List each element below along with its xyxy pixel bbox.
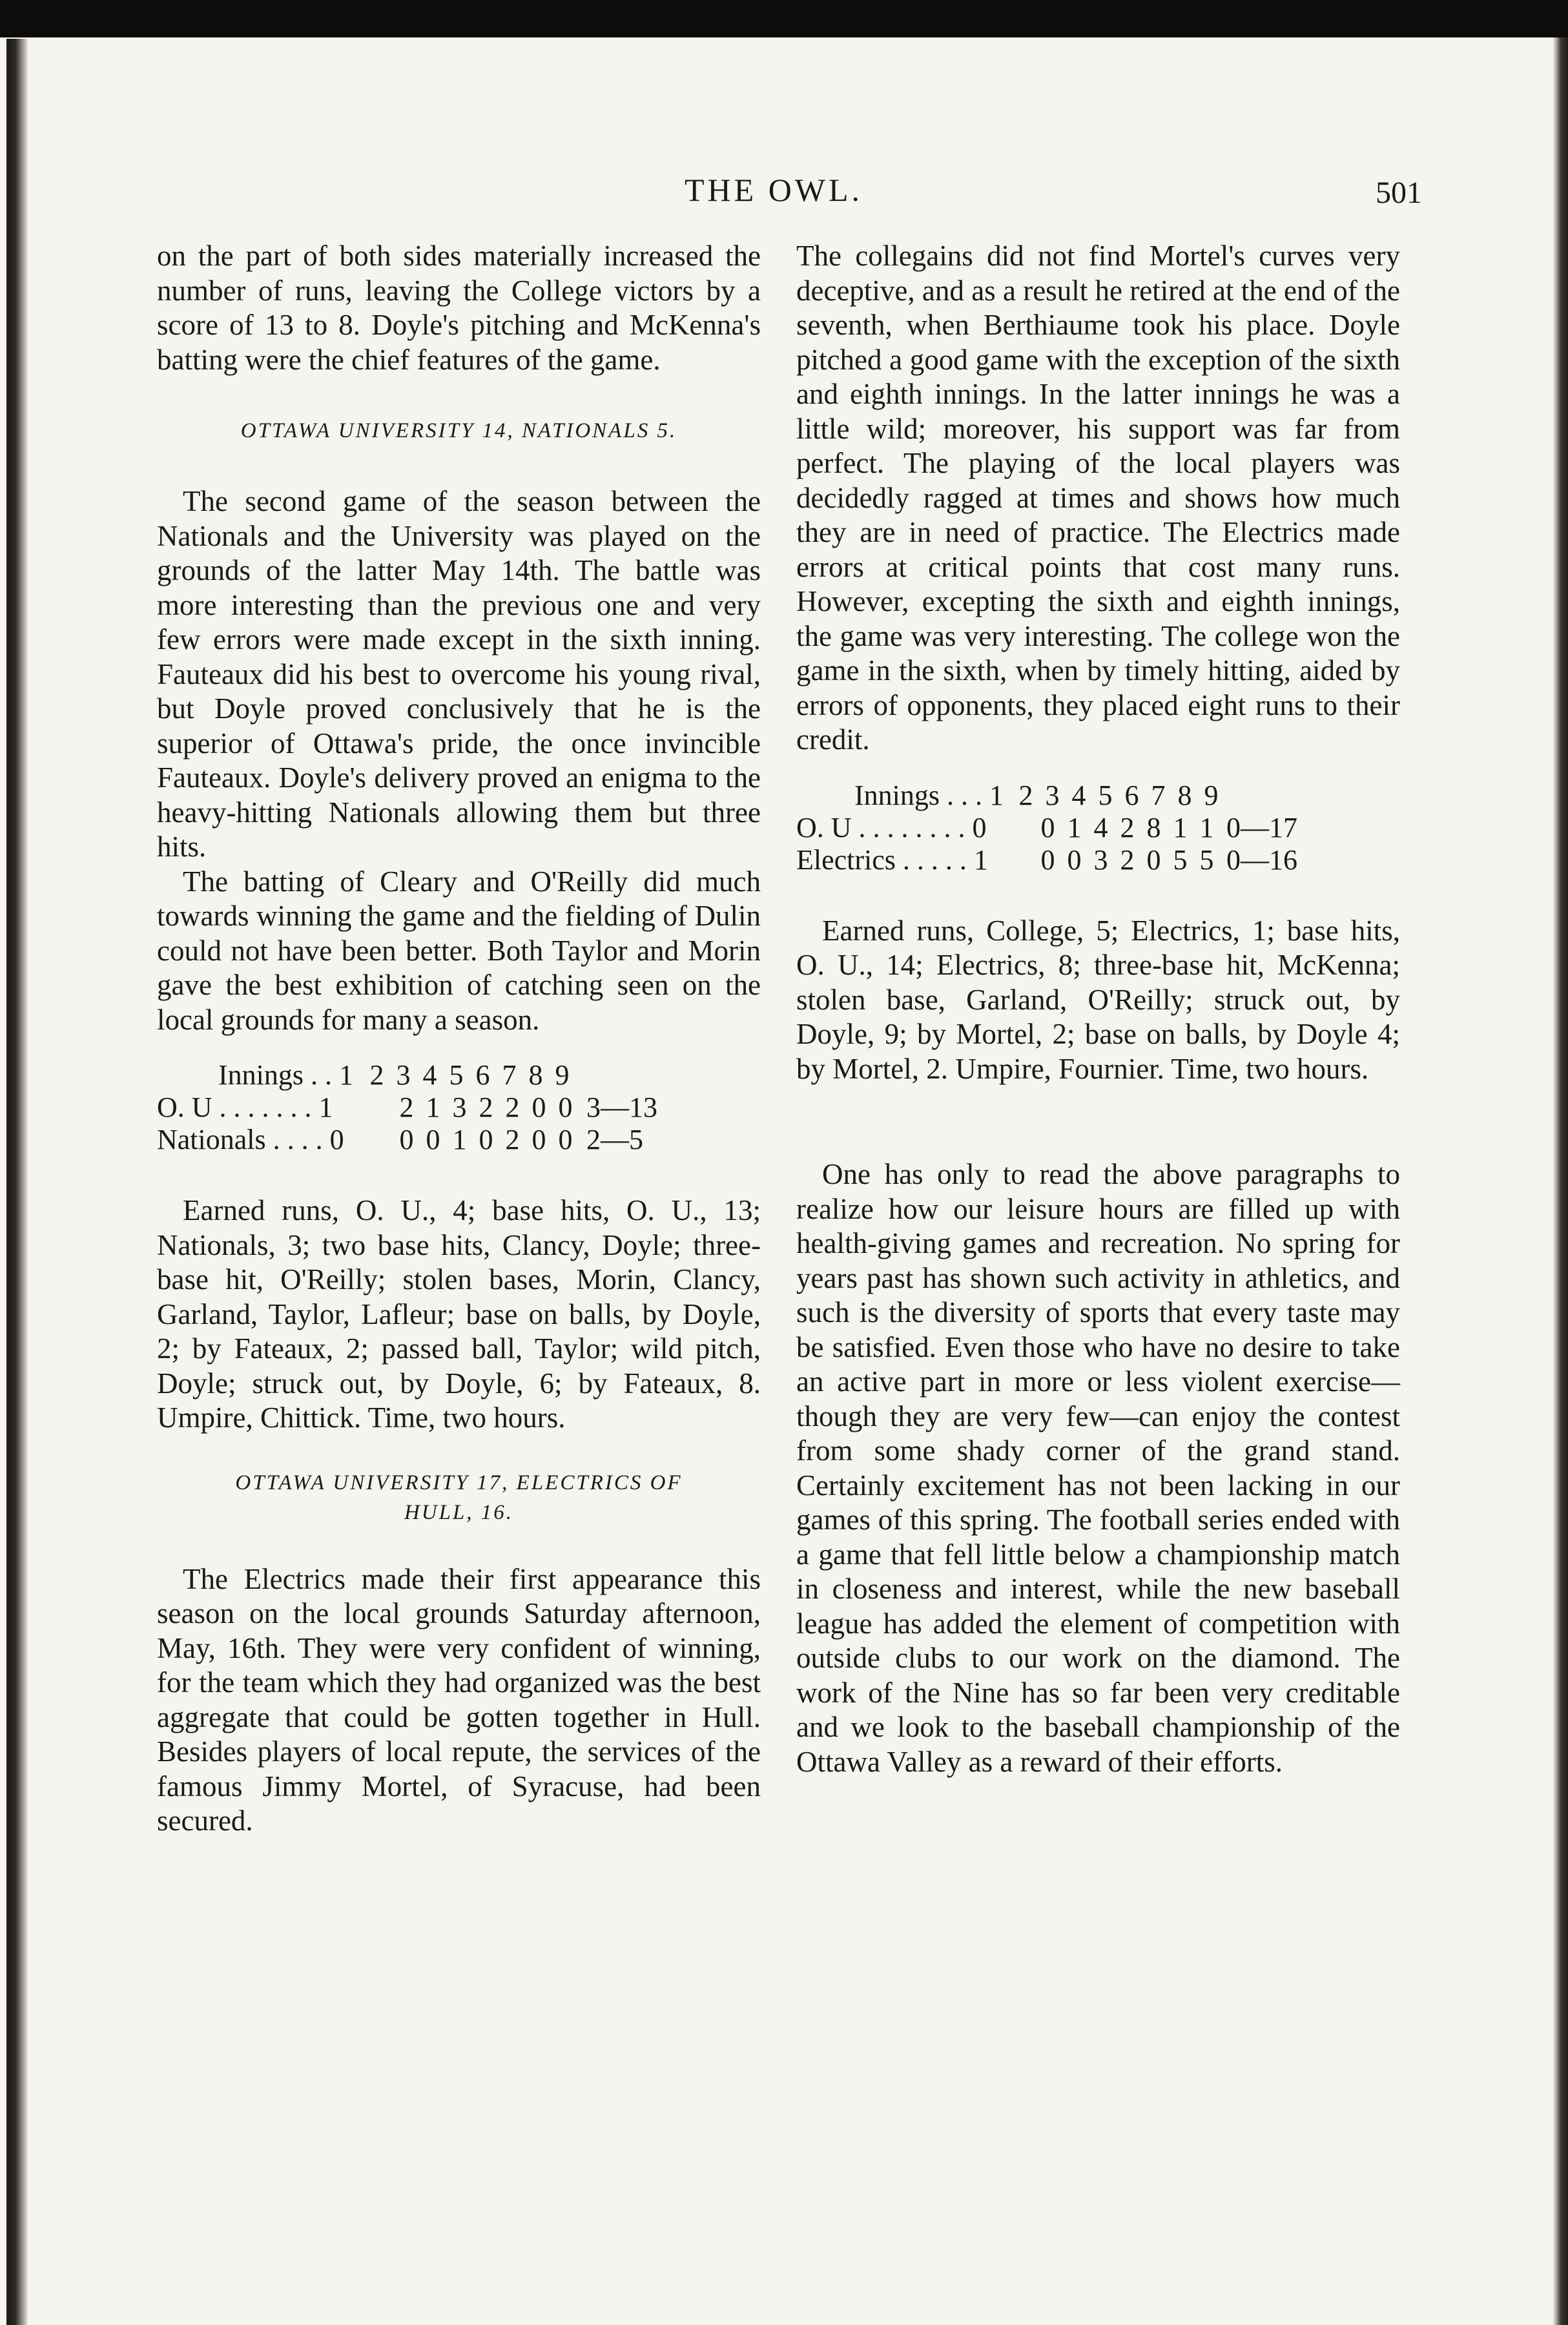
team-label: O. U . . . . . . . . 0 xyxy=(796,811,987,843)
score-row-electrics xyxy=(796,844,1400,876)
score-row-ottawa xyxy=(796,812,1400,844)
inning-runs-final-and-total: 3—13 xyxy=(586,1091,657,1123)
inning-runs: 1 xyxy=(1067,811,1082,843)
right-column xyxy=(796,239,1400,1779)
inning-number: 7 xyxy=(502,1059,517,1091)
inning-runs: 0 xyxy=(479,1124,493,1155)
inning-runs: 2 xyxy=(1120,811,1135,843)
inning-number: 2 xyxy=(369,1059,384,1091)
inning-runs: 0 xyxy=(1040,843,1055,876)
inning-runs: 8 xyxy=(1146,811,1161,843)
inning-runs: 2 xyxy=(1120,843,1135,876)
score-header-label: Innings . . . 1 xyxy=(854,779,1004,811)
score-row-nationals xyxy=(157,1124,761,1156)
inning-runs: 3 xyxy=(1093,843,1108,876)
inning-runs: 0 xyxy=(531,1091,546,1123)
inning-number: 4 xyxy=(1071,779,1086,811)
inning-runs: 0 xyxy=(558,1091,573,1123)
inning-runs: 0 xyxy=(1067,843,1082,876)
section-heading-electrics xyxy=(157,1468,761,1527)
team-label: Nationals . . . . 0 xyxy=(157,1124,344,1155)
score-table-electrics xyxy=(796,779,1400,876)
inning-number: 8 xyxy=(528,1059,543,1091)
inning-number: 7 xyxy=(1151,779,1166,811)
inning-runs: 3 xyxy=(452,1091,467,1123)
paragraph-game3-intro: The Electrics made their first appearance this season on the local grounds Saturday afternoon, May, 16th. They were very confident of winning, for the team which they had organized was the best aggregate that could be gotten together in Hull. Besides players of local repute, the services of the famous Jimmy Mortel, of Syracuse, had been secured. xyxy=(157,1562,761,1837)
inning-number: 4 xyxy=(422,1059,437,1091)
score-row-ottawa xyxy=(157,1091,761,1124)
score-header-row xyxy=(854,780,1400,812)
inning-runs: 2 xyxy=(505,1124,520,1155)
inning-runs: 0 xyxy=(1146,843,1161,876)
paragraph-game3-report: The collegains did not find Mortel's curves very deceptive, and as a result he retired at the end of the seventh, when Berthiaume took his place. Doyle pitched a good game with the exception of the sixth and eighth innings. In the latter innings he was a little wild; moreover, his support was far from perfect. The playing of the local players was decidedly ragged at times and shows how much they are in need of practice. The Electrics made errors at critical points that cost many runs. However, excepting the sixth and eighth innings, the game was very interesting. The college won the game in the sixth, when by timely hitting, aided by errors of opponents, they placed eight runs to their credit. xyxy=(796,240,1400,756)
running-title: THE OWL. xyxy=(685,172,863,208)
inning-runs: 0 xyxy=(1040,811,1055,843)
inning-number: 9 xyxy=(1204,779,1219,811)
paragraph-game1-conclusion: on the part of both sides materially increased the number of runs, leaving the College victors by a score of 13 to 8. Doyle's pitching and McKenna's batting were the chief features of the game. xyxy=(157,240,761,376)
page-header xyxy=(0,171,1568,216)
scan-top-border xyxy=(0,0,1568,37)
scan-left-border xyxy=(6,39,28,2325)
scan-right-border xyxy=(1553,37,1568,2325)
inning-runs-final-and-total: 0—16 xyxy=(1226,843,1297,876)
inning-number: 5 xyxy=(1098,779,1113,811)
paragraph-game2-fielding: The batting of Cleary and O'Reilly did much towards winning the game and the fielding of Dulin could not have been better. Both Taylor and Morin gave the best exhibition of catching seen on the local grounds for many a season. xyxy=(157,865,761,1036)
inning-runs: 0 xyxy=(426,1124,440,1155)
inning-number: 3 xyxy=(1045,779,1060,811)
left-column xyxy=(157,239,761,1839)
paragraph-game2-report: The second game of the season between the Nationals and the University was played on the grounds of the latter May 14th. The battle was more interesting than the previous one and very few errors were made except in the sixth inning. Fauteaux did his best to overcome his young rival, but Doyle proved conclusively that he is the superior of Ottawa's pride, the once invincible Fauteaux. Doyle's delivery proved an enigma to the heavy-hitting Nationals allowing them but three hits. xyxy=(157,485,761,863)
section-heading-nationals: OTTAWA UNIVERSITY 14, NATIONALS 5. xyxy=(240,419,677,442)
paragraph-closing-remarks: One has only to read the above paragraphs to realize how our leisure hours are filled up with health-giving games and recreation. No spring for years past has shown such activity in athletics, and such is the diversity of sports that every taste may be satisfied. Even those who have no desire to take an active part in more or less violent exercise—though they are very few—can enjoy the contest from some shady corner of the grand stand. Certainly excitement has not been lacking in our games of this spring. The football series ended with a game that fell little below a championship match in closeness and interest, while the new baseball league has added the element of competition with outside clubs to our work on the diamond. The work of the Nine has so far been very creditable and we look to the baseball championship of the Ottawa Valley as a reward of their efforts. xyxy=(796,1158,1400,1778)
team-label: Electrics . . . . . 1 xyxy=(796,843,988,876)
inning-runs: 1 xyxy=(1199,811,1214,843)
inning-number: 5 xyxy=(449,1059,464,1091)
inning-number: 3 xyxy=(396,1059,411,1091)
inning-runs: 0 xyxy=(531,1124,546,1155)
inning-number: 2 xyxy=(1018,779,1033,811)
inning-runs: 2 xyxy=(399,1091,414,1123)
inning-runs: 4 xyxy=(1093,811,1108,843)
score-table-nationals xyxy=(157,1059,761,1156)
inning-number: 9 xyxy=(555,1059,570,1091)
paragraph-game3-summary: Earned runs, College, 5; Electrics, 1; base hits, O. U., 14; Electrics, 8; three-base hit, McKenna; stolen base, Garland, O'Reilly; struck out, by Doyle, 9; by Mortel, 2; base on balls, by Doyle 4; by Mortel, 2. Umpire, Fournier. Time, two hours. xyxy=(796,914,1400,1085)
inning-runs: 2 xyxy=(505,1091,520,1123)
inning-runs: 1 xyxy=(1173,811,1188,843)
inning-runs: 5 xyxy=(1173,843,1188,876)
section-heading-line: OTTAWA UNIVERSITY 17, ELECTRICS OF xyxy=(235,1471,683,1494)
inning-number: 6 xyxy=(1124,779,1139,811)
page-number: 501 xyxy=(1376,176,1422,210)
paragraph-game2-summary: Earned runs, O. U., 4; base hits, O. U., 13; Nationals, 3; two base hits, Clancy, Doyle; three-base hit, O'Reilly; stolen bases, Morin, Clancy, Garland, Taylor, Lafleur; base on balls, by Doyle, 2; by Fateaux, 2; passed ball, Taylor; wild pitch, Doyle; struck out, by Doyle, 6; by Fateaux, 8. Umpire, Chittick. Time, two hours. xyxy=(157,1194,761,1434)
inning-runs-final-and-total: 2—5 xyxy=(586,1124,643,1155)
inning-runs: 2 xyxy=(479,1091,493,1123)
team-label: O. U . . . . . . . 1 xyxy=(157,1091,333,1123)
score-header-row xyxy=(218,1059,761,1091)
inning-number: 8 xyxy=(1177,779,1192,811)
inning-runs: 1 xyxy=(452,1124,467,1155)
section-heading-line: HULL, 16. xyxy=(404,1500,514,1524)
inning-runs-final-and-total: 0—17 xyxy=(1226,811,1297,843)
inning-runs: 1 xyxy=(426,1091,440,1123)
inning-number: 6 xyxy=(475,1059,490,1091)
inning-runs: 0 xyxy=(399,1124,414,1155)
score-header-label: Innings . . 1 xyxy=(218,1059,353,1091)
inning-runs: 0 xyxy=(558,1124,573,1155)
inning-runs: 5 xyxy=(1199,843,1214,876)
